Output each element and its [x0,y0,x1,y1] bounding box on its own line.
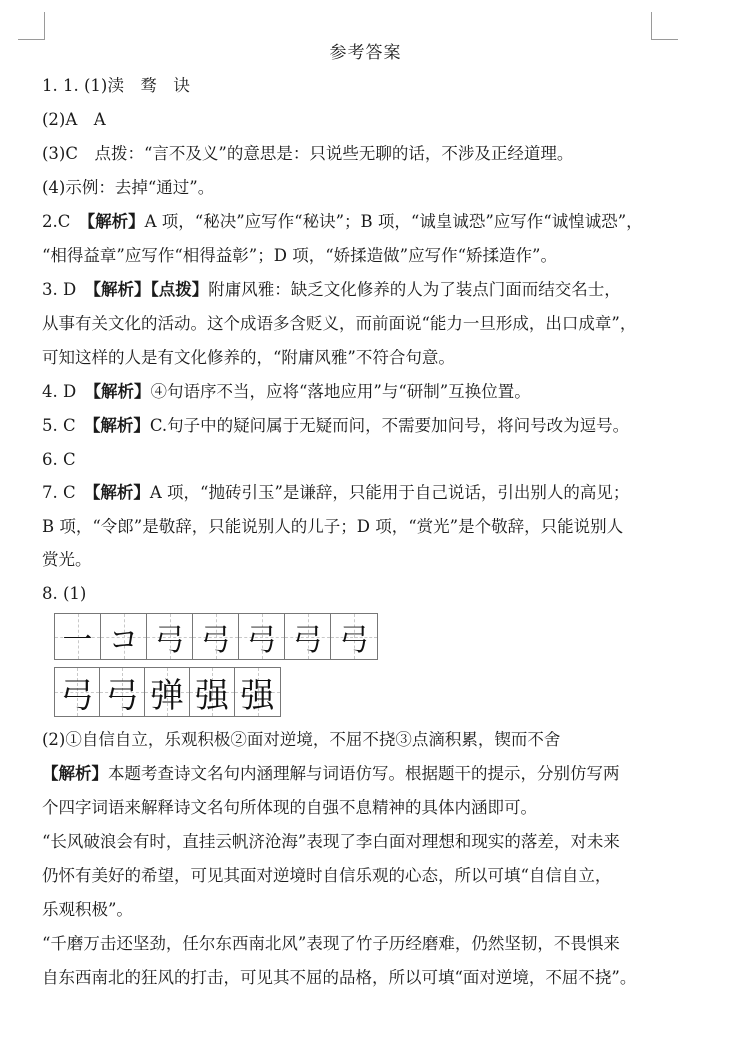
answer-8-2: (2)①自信自立，乐观积极②面对逆境，不屈不挠③点滴积累，锲而不舍 [42,730,561,749]
analysis-line7: 自东西南北的狂风的打击，可见其不屈的品格，所以可填“面对逆境，不屈不挠”。 [42,968,637,987]
answer-3-line1: 3. D 【解析】【点拨】附庸风雅：缺乏文化修养的人为了装点门面而结交名士， [42,280,621,299]
answer-2-line2: “相得益章”应写作“相得益彰”；D 项，“娇揉造做”应写作“矫揉造作”。 [42,246,557,265]
stroke-cell: 弓 [100,668,145,716]
analysis-line6: “千磨万击还坚劲，任尔东西南北风”表现了竹子历经磨难，仍然坚韧，不畏惧来 [42,934,620,953]
stroke-order-grid-row-2 [54,667,281,717]
answer-4: 4. D 【解析】④句语序不当，应将“落地应用”与“研制”互换位置。 [42,382,531,401]
answer-7-line2: B 项，“令郎”是敬辞，只能说别人的儿子；D 项，“赏光”是个敬辞，只能说别人 [42,517,624,536]
stroke-cell: 弓 [147,614,193,659]
answer-1-1: 1. 1. (1)渎 骛 诀 [42,76,190,95]
answer-1-3: (3)C 点拨：“言不及义”的意思是：只说些无聊的话，不涉及正经道理。 [42,144,574,163]
answer-7-line1: 7. C 【解析】A 项，“抛砖引玉”是谦辞，只能用于自己说话，引出别人的高见； [42,483,630,502]
answer-1-2: (2)A A [42,110,106,129]
stroke-cell: 弹 [145,668,190,716]
analysis-line4: 仍怀有美好的希望，可见其面对逆境时自信乐观的心态，所以可填“自信自立， [42,866,612,885]
analysis-line5: 乐观积极”。 [42,900,133,919]
answer-3-line2: 从事有关文化的活动。这个成语多含贬义，而前面说“能力一旦形成，出口成章”， [42,314,637,333]
analysis-line3: “长风破浪会有时，直挂云帆济沧海”表现了李白面对理想和现实的落差，对未来 [42,832,620,851]
stroke-cell: 一 [55,614,101,659]
stroke-cell: 弓 [239,614,285,659]
crop-mark-top-right [651,12,652,39]
answer-3-line3: 可知这样的人是有文化修养的，“附庸风雅”不符合句意。 [42,348,455,367]
answer-1-4: (4)示例：去掉“通过”。 [42,178,215,197]
answer-7-line3: 赏光。 [42,550,92,569]
answer-2-line1: 2.C 【解析】A 项，“秘决”应写作“秘诀”；B 项，“诚皇诚恐”应写作“诚惶诚恐”， [42,212,643,231]
answer-8-1: 8. (1) [42,584,87,603]
crop-mark-top-left [44,12,45,39]
analysis-line1: 【解析】本题考查诗文名句内涵理解与词语仿写。根据题干的提示，分别仿写两 [42,764,620,783]
stroke-cell: 弓 [285,614,331,659]
stroke-cell: 强 [190,668,235,716]
stroke-cell: 弓 [331,614,377,659]
stroke-order-grid-row-1 [54,613,378,660]
answer-6: 6. C [42,450,76,469]
page-title: 参考答案 [329,43,402,63]
stroke-cell: 弓 [193,614,239,659]
stroke-cell: 弓 [55,668,100,716]
answer-5: 5. C 【解析】C.句子中的疑问属于无疑而问，不需要加问号，将问号改为逗号。 [42,416,630,435]
stroke-cell: 强 [235,668,280,716]
stroke-cell: コ [101,614,147,659]
analysis-line2: 个四字词语来解释诗文名句所体现的自强不息精神的具体内涵即可。 [42,798,537,817]
